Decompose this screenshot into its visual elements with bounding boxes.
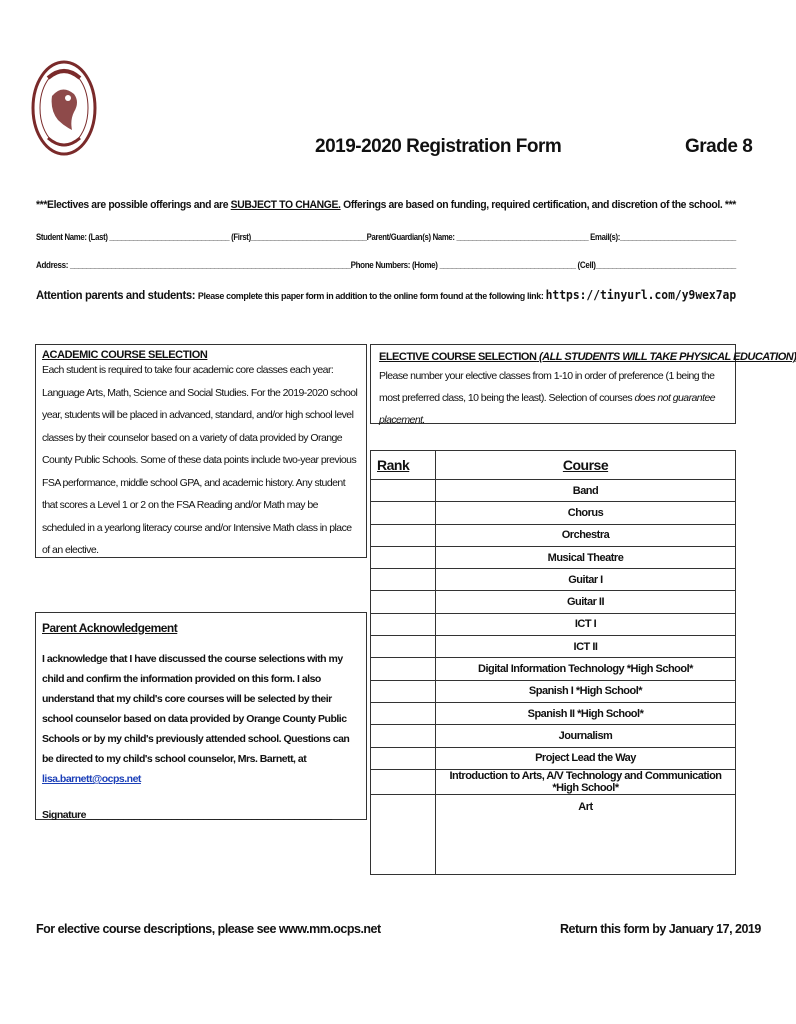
course-row <box>371 546 736 568</box>
electives-notice: ***Electives are possible offerings and are SUBJECT TO CHANGE. Offerings are based on funding, required certification, and discretion of the school. *** <box>36 199 736 211</box>
course-row <box>371 680 736 702</box>
elective-body: Please number your elective classes from 1-10 in order of preference (1 being the most preferred class, 10 being the least). Selection of courses does not guarantee placement. <box>379 370 716 426</box>
course-name: Band <box>436 480 736 502</box>
online-form-link[interactable]: https://tinyurl.com/y9wex7ap <box>545 288 737 302</box>
parent-acknowledgement-box <box>35 612 367 820</box>
course-name: ICT I <box>436 613 736 635</box>
course-name: Project Lead the Way <box>436 747 736 769</box>
course-header: Course <box>436 451 736 480</box>
academic-course-box <box>35 344 367 558</box>
rank-input-cell[interactable] <box>371 794 436 874</box>
course-row <box>371 524 736 546</box>
footer-descriptions: For elective course descriptions, please see www.mm.ocps.net <box>36 922 381 936</box>
course-rank-table <box>370 450 736 875</box>
course-name: Introduction to Arts, A/V Technology and Communication *High School* <box>436 769 736 794</box>
academic-body: Each student is required to take four academic core classes each year: Language Arts, Math, Science and Social Studies. For the 2019-2020 school year, students will be placed in advanced, standard, and/or high school level classes by their counselor based on a variety of data provided by Orange County Public Schools. Some of these data points include two-year previous FSA performance, middle school GPA, and academic history. Any student that scores a Level 1 or 2 on the FSA Reading and/or Math may be scheduled in a yearlong literacy course and/or Intensive Math class in place of an elective. <box>42 364 358 556</box>
school-seal-logo <box>30 58 98 158</box>
rank-input-cell[interactable] <box>371 680 436 702</box>
form-title: 2019-2020 Registration Form <box>315 136 562 157</box>
rank-input-cell[interactable] <box>371 480 436 502</box>
course-row <box>371 747 736 769</box>
course-row <box>371 702 736 724</box>
course-row <box>371 480 736 502</box>
grade-label: Grade 8 <box>685 136 753 157</box>
course-name: Journalism <box>436 725 736 747</box>
rank-input-cell[interactable] <box>371 613 436 635</box>
course-name: Musical Theatre <box>436 546 736 568</box>
rank-header: Rank <box>371 451 436 480</box>
course-row <box>371 658 736 680</box>
rank-input-cell[interactable] <box>371 591 436 613</box>
course-row <box>371 636 736 658</box>
footer-return-date: Return this form by January 17, 2019 <box>560 922 761 936</box>
rank-input-cell[interactable] <box>371 658 436 680</box>
acknowledgement-body: I acknowledge that I have discussed the course selections with my child and confirm the information provided on this form. I also understand that my child's core courses will be selected by their school counselor based on data provided by Orange County Public Schools or by my child's previously attended school. Questions can be directed to my child's school counselor, Mrs. Barnett, at lisa.barnett@ocps.net <box>42 653 350 785</box>
rank-input-cell[interactable] <box>371 747 436 769</box>
course-row <box>371 569 736 591</box>
rank-input-cell[interactable] <box>371 546 436 568</box>
elective-course-box <box>370 344 796 426</box>
counselor-email-link[interactable]: lisa.barnett@ocps.net <box>42 773 141 785</box>
course-name: Guitar I <box>436 569 736 591</box>
rank-input-cell[interactable] <box>371 702 436 724</box>
course-row <box>371 613 736 635</box>
course-name: Digital Information Technology *High School* <box>436 658 736 680</box>
rank-input-cell[interactable] <box>371 569 436 591</box>
course-row <box>371 769 736 794</box>
rank-input-cell[interactable] <box>371 769 436 794</box>
acknowledgement-heading: Parent Acknowledgement <box>42 621 178 635</box>
rank-input-cell[interactable] <box>371 725 436 747</box>
signature-line[interactable]: Signature______________________________________________ <box>42 809 332 821</box>
rank-input-cell[interactable] <box>371 636 436 658</box>
rank-input-cell[interactable] <box>371 524 436 546</box>
course-name: Spanish II *High School* <box>436 702 736 724</box>
course-name: Spanish I *High School* <box>436 680 736 702</box>
course-name: ICT II <box>436 636 736 658</box>
course-row <box>371 591 736 613</box>
course-row <box>371 725 736 747</box>
attention-line: Attention parents and students: Please complete this paper form in addition to the online form found at the following link: https://tinyurl.com/y9wex7ap <box>36 288 737 302</box>
course-name: Orchestra <box>436 524 736 546</box>
elective-heading-note: (ALL STUDENTS WILL TAKE PHYSICAL EDUCATION) <box>538 351 796 363</box>
course-name: Chorus <box>436 502 736 524</box>
course-row <box>371 502 736 524</box>
course-row <box>371 794 736 874</box>
course-name: Guitar II <box>436 591 736 613</box>
academic-heading: ACADEMIC COURSE SELECTION <box>42 349 208 361</box>
course-name: Art <box>436 794 736 874</box>
student-name-line[interactable]: Student Name: (Last) ______________________________ (First)_____________________________Parent/Guardian(s) Name: _________________________________ Email(s):_____________________________ <box>36 232 736 243</box>
rank-input-cell[interactable] <box>371 502 436 524</box>
address-line[interactable]: Address: ____________________________________________________________________Phone Numbers: (Home) _________________________________ (Cell)__________________________________ <box>36 260 736 271</box>
elective-heading: ELECTIVE COURSE SELECTION <box>379 351 537 363</box>
